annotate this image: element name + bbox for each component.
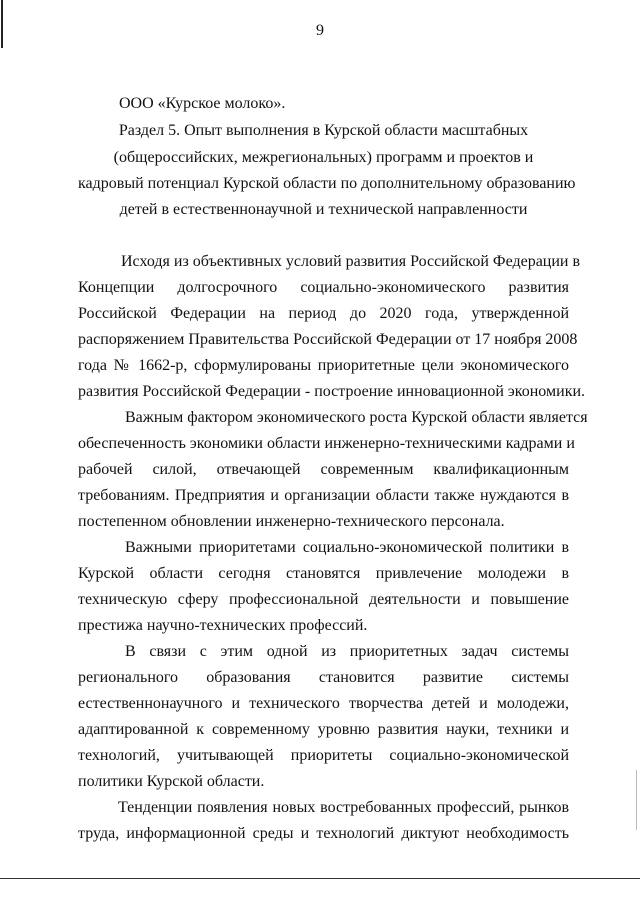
paragraph-line: Концепции долгосрочного социально-экономического развития (78, 279, 569, 296)
scan-bottom-edge (0, 878, 640, 879)
paragraph-line: Важными приоритетами социально-экономической политики в (125, 539, 569, 556)
company-line: ООО «Курское молоко». (119, 95, 286, 112)
paragraph-line: обеспеченность экономики области инженерно-техническими кадрами и (78, 435, 575, 452)
paragraph-line: требованиям. Предприятия и организации области также нуждаются в (78, 487, 569, 504)
section-heading-line: кадровый потенциал Курской области по дополнительному образованию (78, 175, 576, 192)
paragraph-line: Курской области сегодня становятся привлечение молодежи в (78, 565, 569, 582)
paragraph-line: политики Курской области. (78, 773, 265, 790)
paragraph-line: технологий, учитывающей приоритеты социально-экономической (78, 747, 569, 764)
paragraph-line: естественнонаучного и технического творчества детей и молодежи, (78, 695, 569, 712)
section-heading-line: детей в естественнонаучной и технической направленности (119, 201, 528, 218)
section-heading-line: Раздел 5. Опыт выполнения в Курской области масштабных (118, 122, 529, 139)
page-number: 9 (316, 22, 324, 39)
paragraph-line: Исходя из объективных условий развития Российской Федерации в (121, 253, 581, 270)
paragraph-line: труда, информационной среды и технологий диктуют необходимость (78, 825, 569, 842)
paragraph-line: рабочей силой, отвечающей современным квалификационным (78, 461, 569, 478)
paragraph-line: постепенном обновлении инженерно-технического персонала. (78, 513, 505, 530)
paragraph-line: регионального образования становится развитие системы (78, 669, 569, 686)
paragraph-line: адаптированной к современному уровню развития науки, техники и (78, 721, 569, 738)
scan-edge-mark-right (636, 770, 637, 830)
paragraph-line: престижа научно-технических профессий. (78, 617, 368, 634)
section-heading-line: (общероссийских, межрегиональных) программ и проектов и (113, 149, 534, 166)
paragraph-line: техническую сферу профессиональной деятельности и повышение (78, 591, 569, 608)
paragraph-line: развития Российской Федерации - построение инновационной экономики. (78, 383, 586, 400)
paragraph-line: В связи с этим одной из приоритетных задач системы (125, 643, 569, 660)
paragraph-line: Российской Федерации на период до 2020 года, утвержденной (78, 305, 569, 322)
paragraph-line: Важным фактором экономического роста Курской области является (125, 409, 588, 426)
paragraph-line: года № 1662-р, сформулированы приоритетные цели экономического (78, 357, 569, 374)
paragraph-line: распоряжением Правительства Российской Федерации от 17 ноября 2008 (78, 331, 578, 348)
paragraph-line: Тенденции появления новых востребованных профессий, рынков (118, 799, 569, 816)
